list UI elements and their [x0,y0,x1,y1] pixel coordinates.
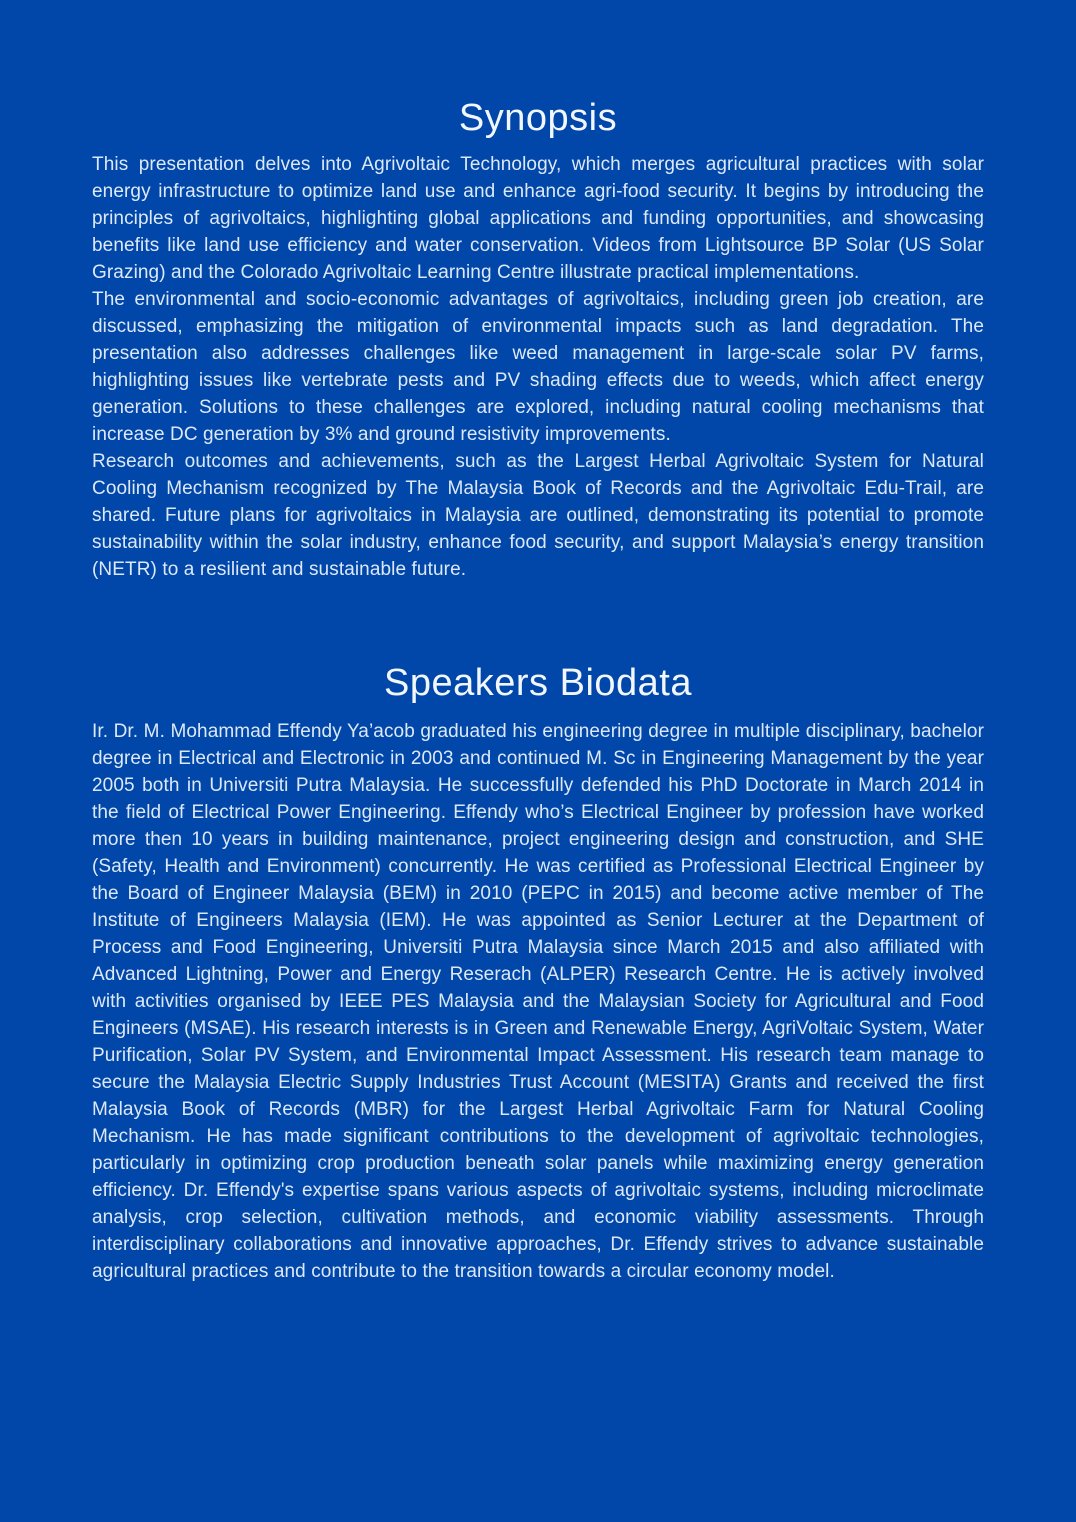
biodata-section [92,661,984,1286]
biodata-paragraph: Ir. Dr. M. Mohammad Effendy Ya’acob graduated his engineering degree in multiple disciplinary, bachelor degree in Electrical and Electronic in 2003 and continued M. Sc in Engineering Management by the year 2005 both in Universiti Putra Malaysia. He successfully defended his PhD Doctorate in March 2014 in the field of Electrical Power Engineering. Effendy who’s Electrical Engineer by profession have worked more then 10 years in building maintenance, project engineering design and construction, and SHE (Safety, Health and Environment) concurrently. He was certified as Professional Electrical Engineer by the Board of Engineer Malaysia (BEM) in 2010 (PEPC in 2015) and become active member of The Institute of Engineers Malaysia (IEM). He was appointed as Senior Lecturer at the Department of Process and Food Engineering, Universiti Putra Malaysia since March 2015 and also affiliated with Advanced Lightning, Power and Energy Reserach (ALPER) Research Centre. He is actively involved with activities organised by IEEE PES Malaysia and the Malaysian Society for Agricultural and Food Engineers (MSAE). His research interests is in Green and Renewable Energy, AgriVoltaic System, Water Purification, Solar PV System, and Environmental Impact Assessment. His research team manage to secure the Malaysia Electric Supply Industries Trust Account (MESITA) Grants and received the first Malaysia Book of Records (MBR) for the Largest Herbal Agrivoltaic Farm for Natural Cooling Mechanism. He has made significant contributions to the development of agrivoltaic technologies, particularly in optimizing crop production beneath solar panels while maximizing energy generation efficiency. Dr. Effendy's expertise spans various aspects of agrivoltaic systems, including microclimate analysis, crop selection, cultivation methods, and economic viability assessments. Through interdisciplinary collaborations and innovative approaches, Dr. Effendy strives to advance sustainable agricultural practices and contribute to the transition towards a circular economy model. [92,721,984,1283]
synopsis-paragraph-1: This presentation delves into Agrivoltaic Technology, which merges agricultural practices with solar energy infrastructure to optimize land use and enhance agri-food security. It begins by introducing the principles of agrivoltaics, highlighting global applications and funding opportunities, and showcasing benefits like land use efficiency and water conservation. Videos from Lightsource BP Solar (US Solar Grazing) and the Colorado Agrivoltaic Learning Centre illustrate practical implementations. [92,153,984,283]
synopsis-title: Synopsis [458,97,618,139]
synopsis-paragraph-3: Research outcomes and achievements, such as the Largest Herbal Agrivoltaic System for Natural Cooling Mechanism recognized by The Malaysia Book of Records and the Agrivoltaic Edu-Trail, are shared. Future plans for agrivoltaics in Malaysia are outlined, demonstrating its potential to promote sustainability within the solar industry, enhance food security, and support Malaysia’s energy transition (NETR) to a resilient and sustainable future. [92,450,984,580]
synopsis-paragraph-2: The environmental and socio-economic advantages of agrivoltaics, including green job creation, are discussed, emphasizing the mitigation of environmental impacts such as land degradation. The presentation also addresses challenges like weed management in large-scale solar PV farms, highlighting issues like vertebrate pests and PV shading effects due to weeds, which affect energy generation. Solutions to these challenges are explored, including natural cooling mechanisms that increase DC generation by 3% and ground resistivity improvements. [92,288,984,445]
synopsis-section [92,96,984,583]
biodata-title: Speakers Biodata [384,661,692,704]
